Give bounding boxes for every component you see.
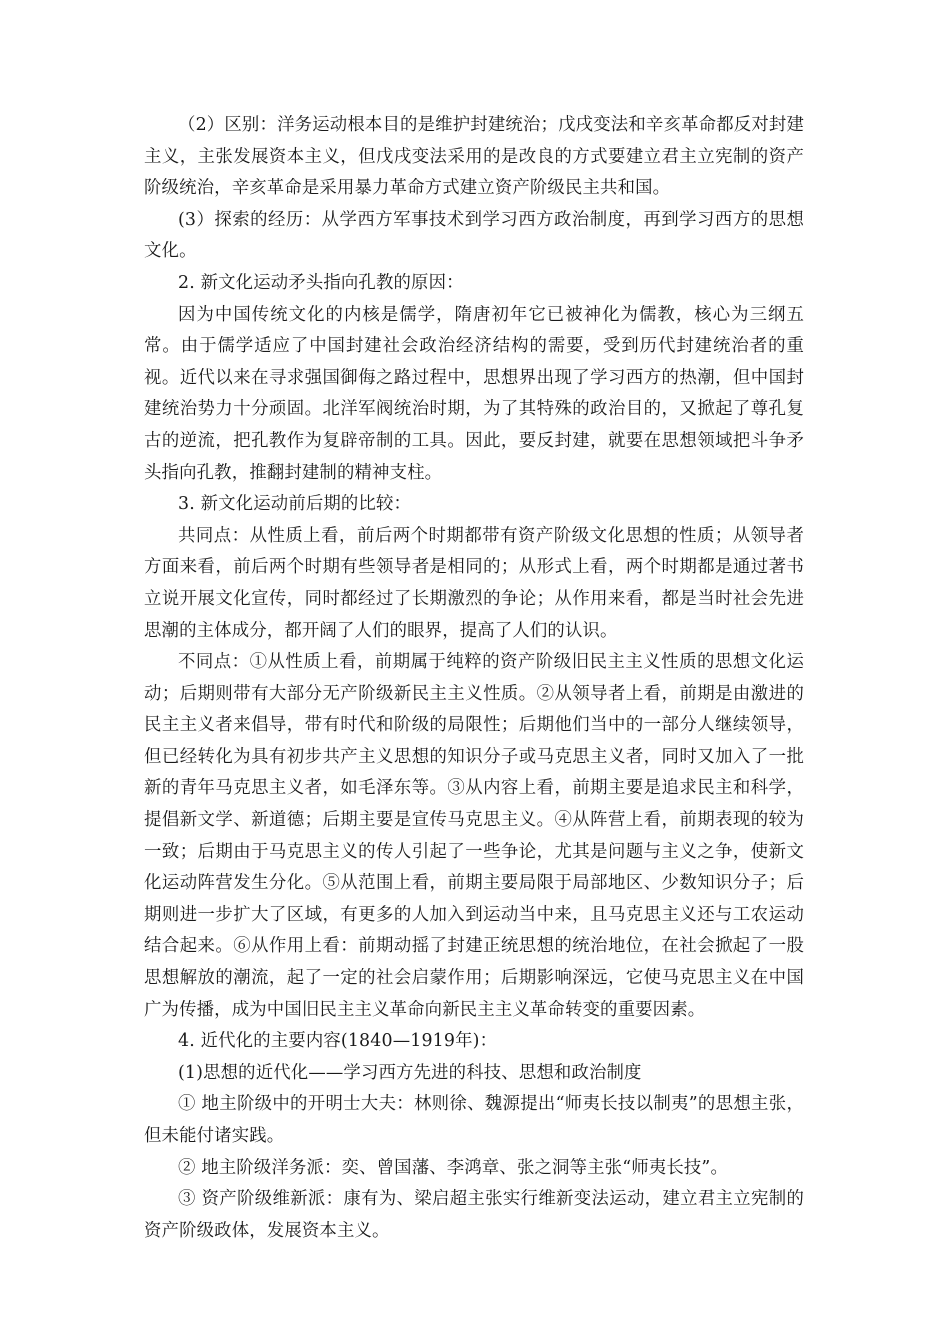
paragraph-exploration: (3）探索的经历：从学西方军事技术到学习西方政治制度，再到学习西方的思想文化。: [144, 209, 804, 262]
subheading-thought-modernization: (1)思想的近代化——学习西方先进的科技、思想和政治制度: [178, 1062, 642, 1083]
heading-comparison: 3. 新文化运动前后期的比较：: [178, 494, 412, 515]
list-item-enlightened-officials: ① 地主阶级中的开明士大夫：林则徐、魏源提出“师夷长技以制夷”的思想主张，但未能付诸实践。: [144, 1094, 804, 1146]
paragraph-similarities: 共同点：从性质上看，前后两个时期都带有资产阶级文化思想的性质；从领导者方面来看，前后两个时期有些领导者是相同的；从形式上看，两个时期都是通过著书立说开展文化宣传，同时都经过了长期激烈的争论；从作用来看，都是当时社会先进思潮的主体成分，都开阔了人们的眼界，提高了人们的认识。: [144, 525, 804, 641]
heading-modernization: 4. 近代化的主要内容(1840—1919年)：: [178, 1031, 498, 1052]
paragraph-confucian-reason: 因为中国传统文化的内核是儒学，隋唐初年它已被神化为儒教，核心为三纲五常。由于儒学适应了中国封建社会政治经济结构的需要，受到历代封建统治者的重视。近代以来在寻求强国御侮之路过程中，思想界出现了学习西方的热潮，但中国封建统治势力十分顽固。北洋军阀统治时期，为了其特殊的政治目的，又掀起了尊孔复古的逆流，把孔教作为复辟帝制的工具。因此，要反封建，就要在思想领域把斗争矛头指向孔教，推翻封建制的精神支柱。: [144, 304, 804, 483]
paragraph-difference: （2）区别：洋务运动根本目的是维护封建统治；戊戌变法和辛亥革命都反对封建主义，主张发展资本主义，但戊戌变法采用的是改良的方式要建立君主立宪制的资产阶级统治，辛亥革命是采用暴力革命方式建立资产阶级民主共和国。: [144, 115, 804, 199]
list-item-reformists: ③ 资产阶级维新派：康有为、梁启超主张实行维新变法运动，建立君主立宪制的资产阶级政体，发展资本主义。: [144, 1189, 804, 1241]
heading-confucian-reason: 2. 新文化运动矛头指向孔教的原因：: [178, 272, 464, 293]
document-body: [144, 110, 804, 1247]
list-item-westernization-group: ② 地主阶级洋务派：奕、曾国藩、李鸿章、张之洞等主张“师夷长技”。: [178, 1157, 728, 1178]
paragraph-differences: 不同点：①从性质上看，前期属于纯粹的资产阶级旧民主主义性质的思想文化运动；后期则带有大部分无产阶级新民主主义性质。②从领导者上看，前期是由激进的民主主义者来倡导，带有时代和阶级的局限性；后期他们当中的一部分人继续领导，但已经转化为具有初步共产主义思想的知识分子或马克思主义者，同时又加入了一批新的青年马克思主义者，如毛泽东等。③从内容上看，前期主要是追求民主和科学，提倡新文学、新道德；后期主要是宣传马克思主义。④从阵营上看，前期表现的较为一致；后期由于马克思主义的传人引起了一些争论，尤其是问题与主义之争，使新文化运动阵营发生分化。⑤从范围上看，前期主要局限于局部地区、少数知识分子；后期则进一步扩大了区域，有更多的人加入到运动当中来，且马克思主义还与工农运动结合起来。⑥从作用上看：前期动摇了封建正统思想的统治地位，在社会掀起了一股思想解放的潮流，起了一定的社会启蒙作用；后期影响深远，它使马克思主义在中国广为传播，成为中国旧民主主义革命向新民主主义革命转变的重要因素。: [144, 652, 804, 1020]
